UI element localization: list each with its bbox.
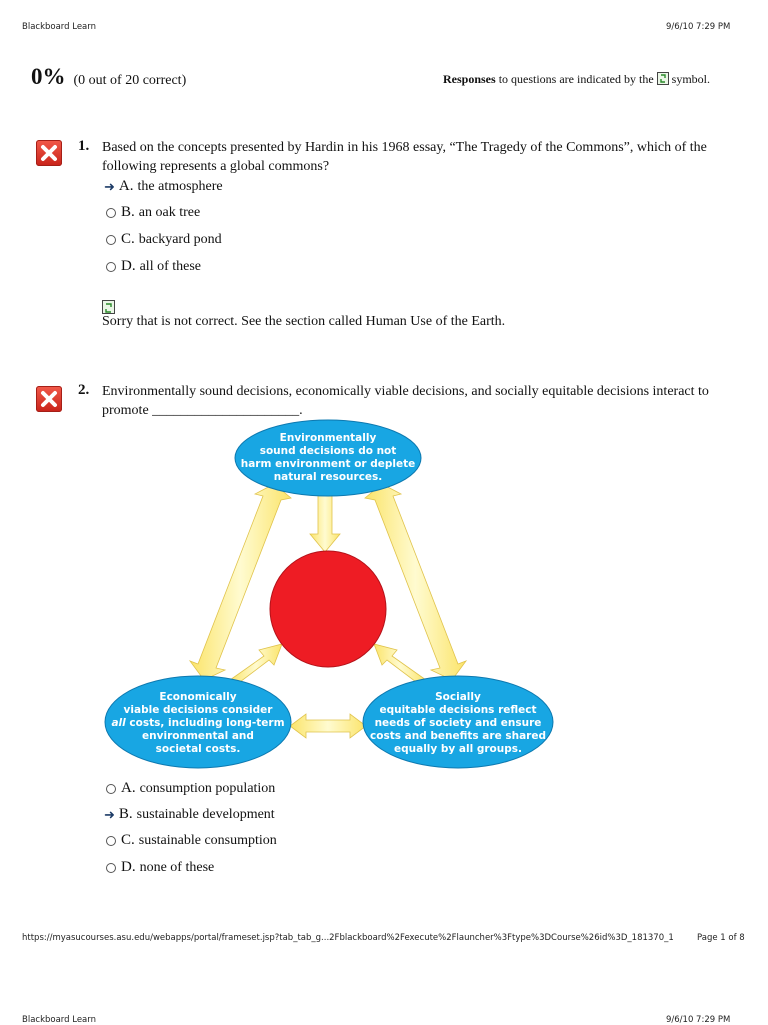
social-line: needs of society and ensure [374,717,542,729]
legend-responses-label: Responses [443,72,496,86]
feedback-text: Sorry that is not correct. See the section called Human Use of the Earth. [102,314,506,329]
option-text: sustainable consumption [138,832,277,848]
selected-arrow-icon: ➜ [104,806,115,822]
arrow-left-to-center [230,644,282,685]
option-row[interactable] [106,204,200,221]
option-text: sustainable development [136,806,275,822]
incorrect-x-icon [36,386,62,412]
econ-line: Economically [159,691,237,703]
radio-button[interactable] [106,208,116,218]
question-text: Based on the concepts presented by Hardin in his 1968 essay, “The Tragedy of the Commons”, which of the following represents a global commons? [102,140,707,174]
legend-symbol-text: symbol. [671,72,710,86]
sustainability-diagram [100,418,556,770]
response-indicator-icon [657,72,669,85]
footer-page-number: Page 1 of 8 [697,933,745,943]
option-letter: C. [121,231,135,247]
center-circle [270,551,386,667]
radio-button[interactable] [106,863,116,873]
option-text: backyard pond [138,231,222,247]
option-letter: A. [118,178,134,194]
option-text: consumption population [139,780,276,796]
env-line: harm environment or deplete [240,458,416,470]
question-number: 2. [78,382,90,398]
header-title: Blackboard Learn [22,22,97,32]
env-line: natural resources. [273,471,383,483]
question-text: Environmentally sound decisions, economically viable decisions, and socially equitable decisions interact to promote _____________________. [102,384,709,418]
score [31,64,186,90]
env-line: sound decisions do not [259,445,397,457]
question-number: 1. [78,138,90,154]
social-line: costs and benefits are shared [370,730,546,742]
econ-line: environmental and [142,730,254,742]
footer-url[interactable]: https://myasucourses.asu.edu/webapps/portal/frameset.jsp?tab_tab_g...2Fblackboard%2Fexecute%2Flauncher%3Ftype%3DCourse%26id%3D_181370_1 [22,933,674,943]
arrow-right-to-center [374,644,426,685]
score-percent: 0% [31,64,66,89]
social-line: Socially [435,691,481,703]
econ-costs-text: costs, including long-term [125,717,285,729]
option-letter: B. [121,204,135,220]
option-row[interactable] [106,231,222,248]
econ-line: societal costs. [155,743,241,755]
feedback-icon [102,300,115,314]
social-line: equally by all groups. [394,743,522,755]
responses-legend [443,72,710,87]
next-page-header-title: Blackboard Learn [22,1015,97,1025]
option-letter: D. [121,258,136,274]
option-row[interactable] [106,780,275,797]
econ-all-word: all [111,717,126,729]
option-letter: B. [118,806,133,822]
option-row[interactable] [106,258,201,275]
arrow-bottom-double [290,714,366,738]
econ-line: viable decisions consider [123,704,273,716]
radio-button[interactable] [106,836,116,846]
option-letter: C. [121,832,135,848]
env-line: Environmentally [279,432,377,444]
radio-button[interactable] [106,262,116,272]
next-page-header-datetime: 9/6/10 7:29 PM [666,1015,731,1025]
option-row[interactable] [106,859,214,876]
option-text: the atmosphere [137,178,223,194]
selected-arrow-icon: ➜ [104,178,115,194]
econ-line [111,717,284,729]
social-line: equitable decisions reflect [379,704,537,716]
option-text: none of these [139,859,215,875]
option-row[interactable] [104,806,275,823]
incorrect-x-icon [36,140,62,166]
radio-button[interactable] [106,784,116,794]
arrow-top-to-center [310,494,340,552]
radio-button[interactable] [106,235,116,245]
option-text: all of these [139,258,202,274]
option-letter: A. [121,780,136,796]
option-text: an oak tree [138,204,201,220]
legend-text: to questions are indicated by the [498,72,654,86]
score-summary: (0 out of 20 correct) [73,73,187,88]
option-row[interactable] [106,832,277,849]
header-datetime: 9/6/10 7:29 PM [666,22,731,32]
option-row[interactable] [104,178,223,195]
option-letter: D. [121,859,136,875]
